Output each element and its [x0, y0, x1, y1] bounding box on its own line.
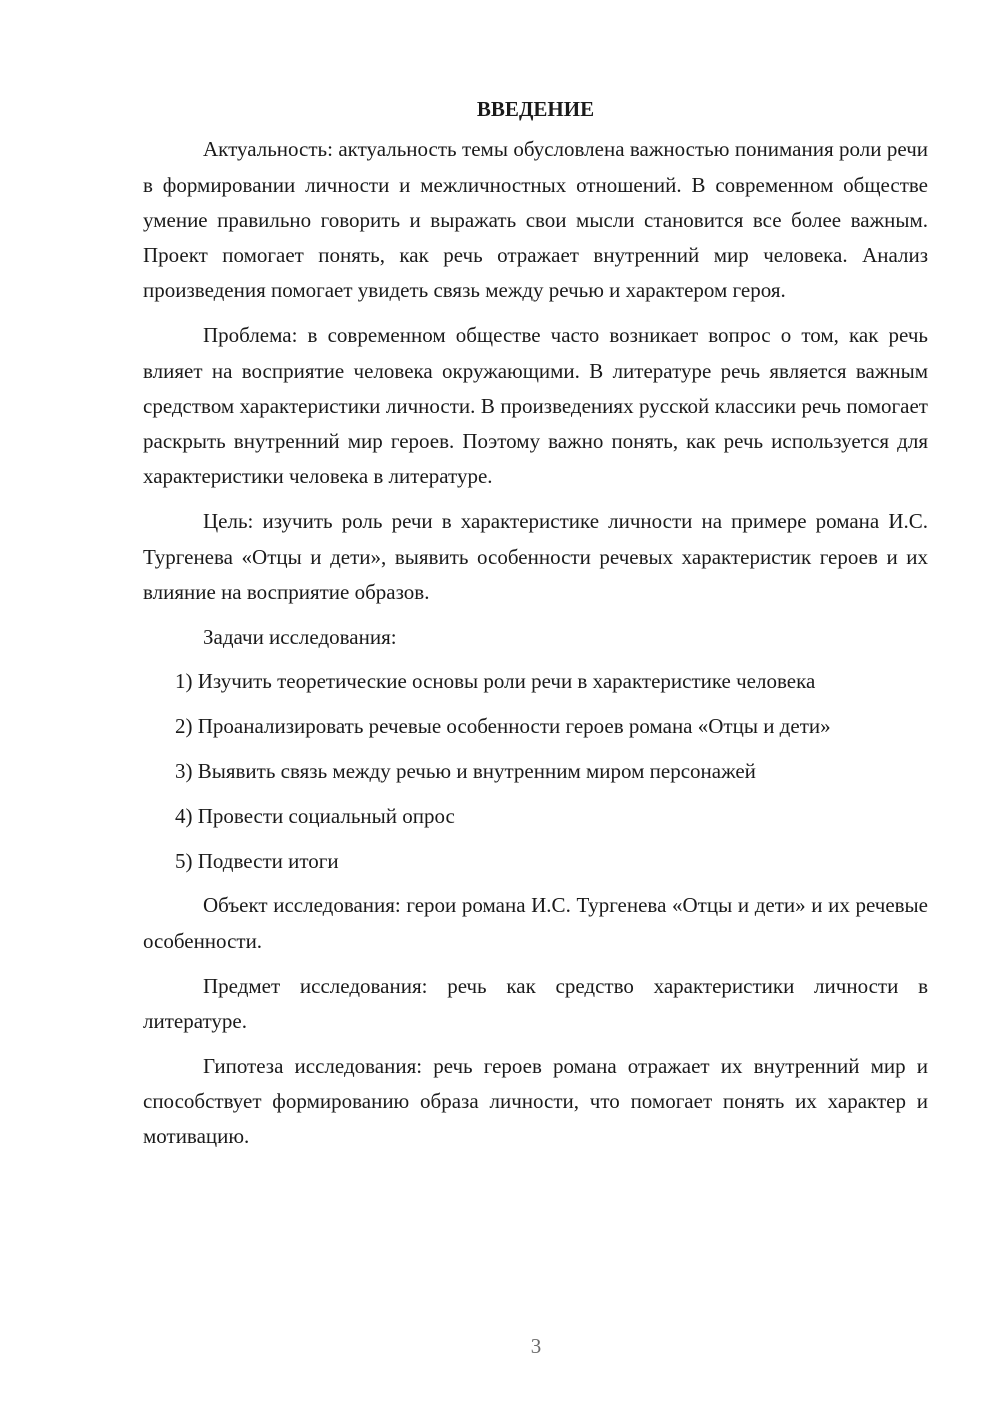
hypothesis-paragraph: Гипотеза исследования: речь героев романа отражает их внутренний мир и способствует формированию образа личности, что помогает понять их характер и мотивацию. — [143, 1053, 928, 1149]
page-body — [143, 92, 928, 1164]
relevance-paragraph: Актуальность: актуальность темы обусловлена важностью понимания роли речи в формировании личности и межличностных отношений. В современном обществе умение правильно говорить и выражать свои мысли становится все более важным. Проект помогает понять, как речь отражает внутренний мир человека. Анализ произведения помогает увидеть связь между речью и характером героя. — [143, 137, 928, 303]
section-title: ВВЕДЕНИЕ — [476, 97, 595, 121]
task-item-2: 2) Проанализировать речевые особенности героев романа «Отцы и дети» — [175, 714, 831, 739]
goal-paragraph: Цель: изучить роль речи в характеристике личности на примере романа И.С. Тургенева «Отцы и дети», выявить особенности речевых характеристик героев и их влияние на восприятие образов. — [143, 509, 928, 604]
task-item-3: 3) Выявить связь между речью и внутренним миром персонажей — [175, 759, 756, 784]
task-item-4: 4) Провести социальный опрос — [175, 803, 455, 828]
subject-paragraph: Предмет исследования: речь как средство характеристики личности в литературе. — [143, 973, 928, 1033]
object-paragraph: Объект исследования: герои романа И.С. Тургенева «Отцы и дети» и их речевые особенности. — [143, 893, 928, 953]
page-number: 3 — [530, 1334, 542, 1358]
task-item-5: 5) Подвести итоги — [175, 848, 339, 873]
problem-paragraph: Проблема: в современном обществе часто возникает вопрос о том, как речь влияет на восприятие человека окружающими. В литературе речь является важным средством характеристики личности. В произведениях русской классики речь помогает раскрыть внутренний мир героев. Поэтому важно понять, как речь используется для характеристики человека в литературе. — [143, 323, 928, 489]
task-item-1: 1) Изучить теоретические основы роли речи в характеристике человека — [175, 669, 816, 694]
tasks-heading: Задачи исследования: — [203, 624, 397, 649]
